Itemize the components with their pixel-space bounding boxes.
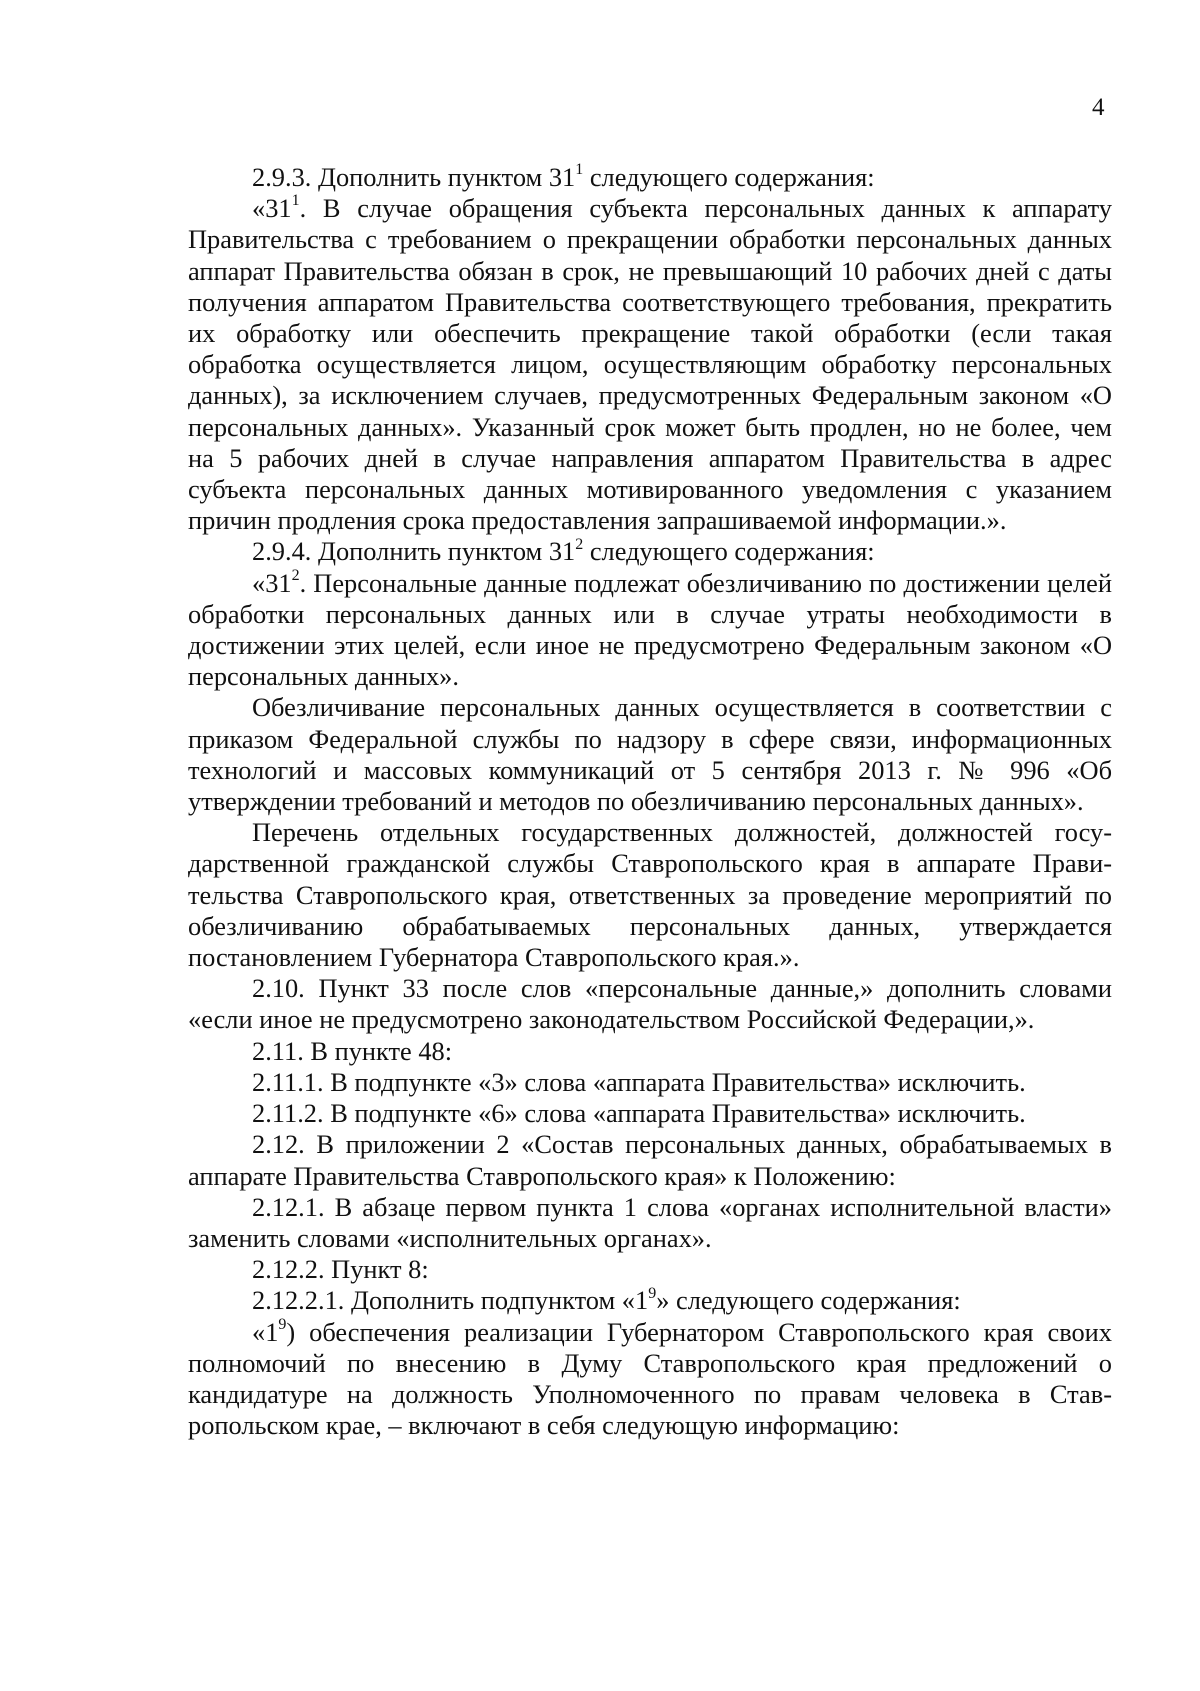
paragraph-text: «31 <box>252 567 292 598</box>
paragraph-text: . Персональные данные подлежат обезличиванию по достижении целей обработки персональных данных или в случае утраты необходимости в достижении этих целей, если иное не предусмотрено Федеральным законом «О персональных данных». <box>188 567 1112 692</box>
paragraph-2-12: 2.12. В приложении 2 «Состав персональных данных, обрабатываемых в аппарате Правительства Ставропольского края» к Положению: <box>188 1129 1112 1191</box>
paragraph-2-9-4 <box>188 536 1112 567</box>
page-number: 4 <box>1092 94 1105 121</box>
paragraph-text: «31 <box>252 193 292 224</box>
paragraph-2-12-2: 2.12.2. Пункт 8: <box>252 1254 429 1285</box>
superscript: 2 <box>291 566 300 584</box>
paragraph-2-10: 2.10. Пункт 33 после слов «персональные данные,» дополнить словами «если иное не предусмотрено законодательством Российской Федерации,». <box>188 973 1112 1035</box>
paragraph-2-11-1: 2.11.1. В подпункте «3» слова «аппарата Правительства» исключить. <box>252 1066 1026 1097</box>
superscript: 1 <box>291 192 300 210</box>
paragraph-text: «1 <box>252 1316 279 1347</box>
superscript: 9 <box>648 1284 657 1302</box>
paragraph-text: 2.12.2.1. Дополнить подпунктом «1 <box>252 1285 649 1316</box>
paragraph-2-12-1: 2.12.1. В абзаце первом пункта 1 слова «органах исполнительной власти» заменить словами «исполнительных органах». <box>188 1191 1112 1253</box>
paragraph-positions-list: Перечень отдельных государственных должностей, должностей государственной гражданской службы Ставропольского края в аппарате Правительства Ставропольского края, ответственных за проведение мероприятий по обезличиванию обрабатываемых персональных данных, утверждается постановлением Губернатора Ставропольского края.». <box>188 817 1112 973</box>
superscript: 9 <box>278 1315 287 1333</box>
paragraph-text: ) обеспечения реализации Губернатором Ставропольского края своих полномочий по внесению в Думу Ставропольского края предложений о кандидатуре на должность Уполномоченного по правам человека в Ставропольском крае, – включают в себя следующую информацию: <box>188 1316 1112 1441</box>
paragraph-text: следующего содержания: <box>583 536 875 567</box>
document-body <box>188 162 1112 1441</box>
superscript: 2 <box>575 535 584 553</box>
paragraph-2-12-2-1 <box>188 1285 1112 1316</box>
paragraph-text: » следующего содержания: <box>656 1285 961 1316</box>
paragraph-31-1 <box>188 193 1112 536</box>
paragraph-31-2 <box>188 568 1112 693</box>
paragraph-depersonalization: Обезличивание персональных данных осуществляется в соответствии с приказом Федеральной службы по надзору в сфере связи, информационных технологий и массовых коммуникаций от 5 сентября 2013 г. № 996 «Об утверждении требований и методов по обезличиванию персональных данных». <box>188 692 1112 817</box>
paragraph-2-11: 2.11. В пункте 48: <box>252 1035 453 1066</box>
paragraph-text: 2.9.3. Дополнить пунктом 31 <box>252 162 576 192</box>
paragraph-text: 2.9.4. Дополнить пунктом 31 <box>252 536 576 567</box>
paragraph-2-11-2: 2.11.2. В подпункте «6» слова «аппарата Правительства» исключить. <box>252 1098 1026 1129</box>
paragraph-2-9-3 <box>188 162 1112 193</box>
superscript: 1 <box>575 161 584 179</box>
paragraph-1-9 <box>188 1317 1112 1442</box>
paragraph-text: следующего содержания: <box>583 162 875 192</box>
paragraph-text: . В случае обращения субъекта персональных данных к аппарату Правительства с требованием о прекращении обработки персональных данных аппарат Правительства обязан в срок, не превышающий 10 рабочих дней с даты получения аппаратом Правительства соответствующего требования, прекратить их обработку или обеспечить прекращение такой обработки (если такая обработка осуществляется лицом, осуществляющим обработку персональных данных), за исключением случаев, предусмотренных Федеральным законом «О персональных данных». Указанный срок может быть продлен, но не более, чем на 5 рабочих дней в случае направления аппаратом Правительства в адрес субъекта персональных данных мотивированного уведомления с указанием причин продления срока предоставления запрашиваемой информации.». <box>188 193 1112 536</box>
